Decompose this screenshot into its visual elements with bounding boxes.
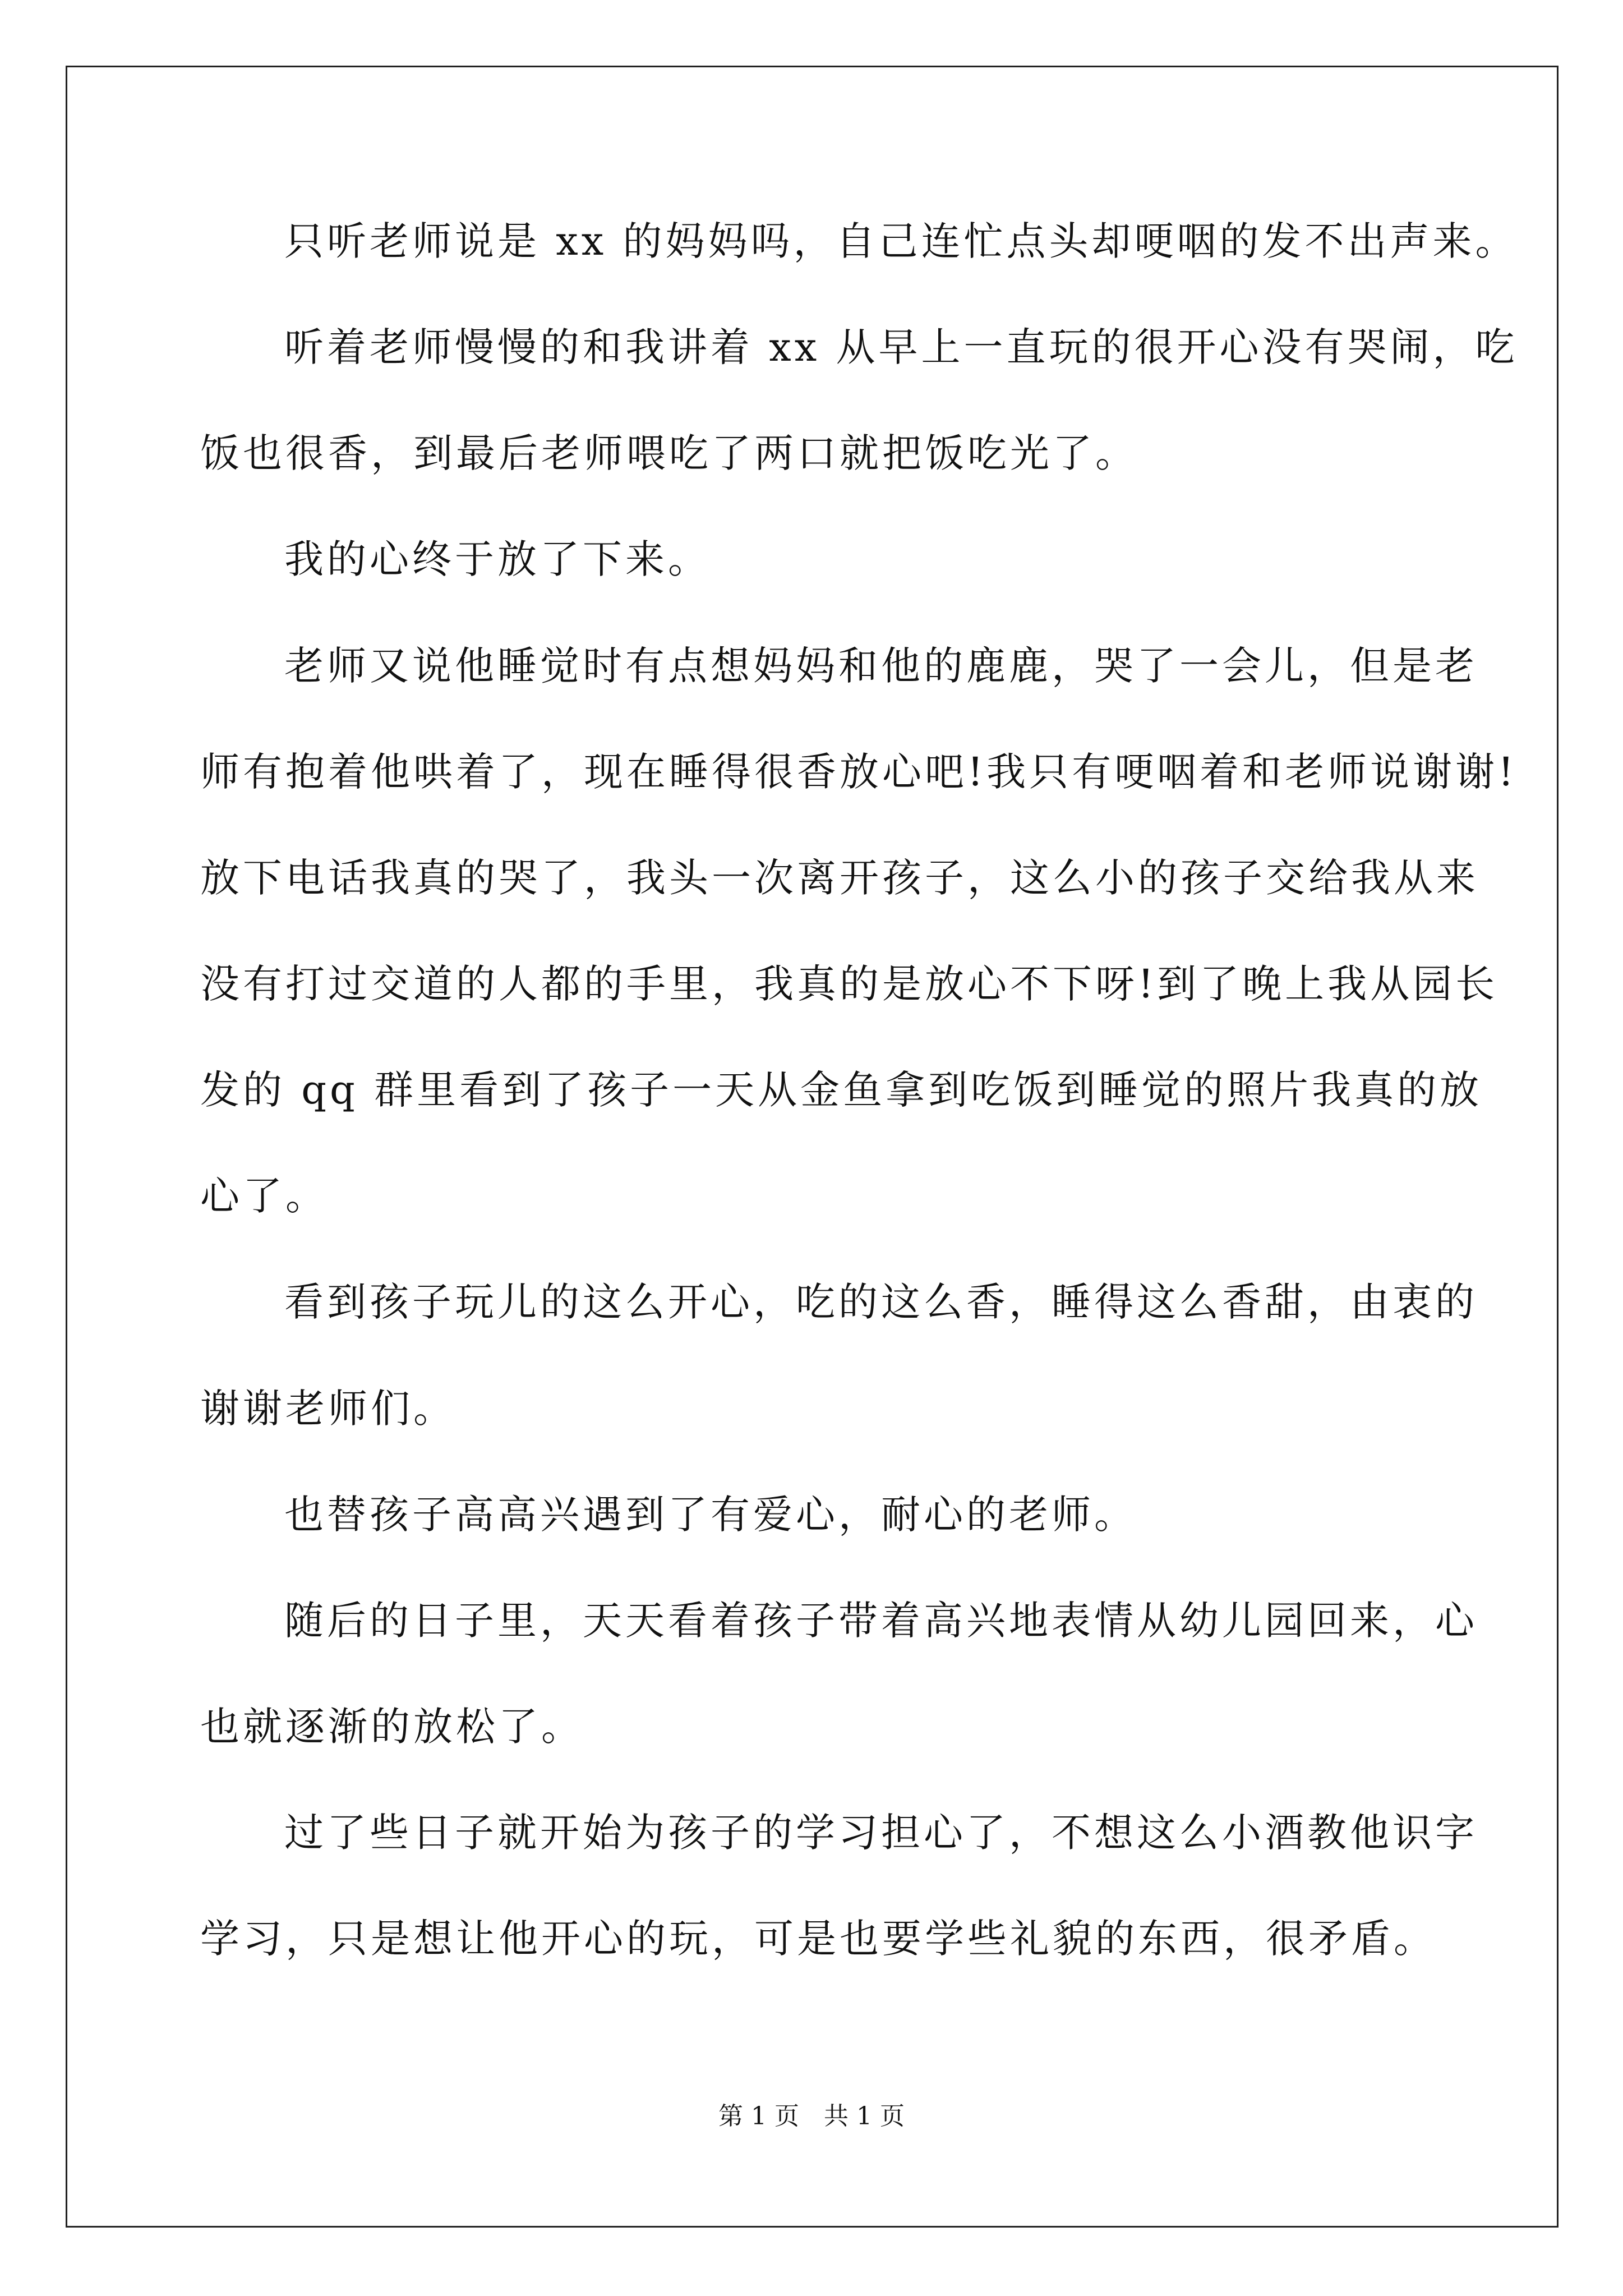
text-line: 没有打过交道的人都的手里，我真的是放心不下呀!到了晚上我从园长: [200, 961, 1498, 1007]
text-line: 我的心终于放了下来。: [284, 536, 711, 582]
text-line: 学习，只是想让他开心的玩，可是也要学些礼貌的东西，很矛盾。: [200, 1916, 1436, 1962]
text-line: 心了。: [200, 1173, 328, 1219]
text-line: 过了些日子就开始为孩子的学习担心了，不想这么小酒教他识字: [284, 1810, 1478, 1856]
text-line: 只听老师说是 xx 的妈妈吗，自己连忙点头却哽咽的发不出声来。: [284, 218, 1518, 264]
text-line: 听着老师慢慢的和我讲着 xx 从早上一直玩的很开心没有哭闹，吃: [284, 324, 1518, 370]
text-line: 老师又说他睡觉时有点想妈妈和他的鹿鹿，哭了一会儿，但是老: [284, 643, 1478, 689]
text-line: 师有抱着他哄着了，现在睡得很香放心吧!我只有哽咽着和老师说谢谢!: [200, 749, 1518, 795]
text-line: 放下电话我真的哭了，我头一次离开孩子，这么小的孩子交给我从来: [200, 855, 1479, 901]
text-line: 也替孩子高高兴遇到了有爱心，耐心的老师。: [284, 1492, 1137, 1538]
text-line: 也就逐渐的放松了。: [200, 1704, 584, 1750]
text-line: 饭也很香，到最后老师喂吃了两口就把饭吃光了。: [200, 430, 1138, 476]
text-line: 谢谢老师们。: [200, 1386, 456, 1432]
text-line: 发的 qq 群里看到了孩子一天从金鱼拿到吃饭到睡觉的照片我真的放: [200, 1067, 1483, 1113]
text-line: 随后的日子里，天天看着孩子带着高兴地表情从幼儿园回来，心: [284, 1598, 1478, 1644]
page-number-footer: 第 1 页 共 1 页: [718, 2102, 905, 2131]
page-border: [66, 66, 1559, 2228]
text-line: 看到孩子玩儿的这么开心，吃的这么香，睡得这么香甜，由衷的: [284, 1279, 1478, 1325]
